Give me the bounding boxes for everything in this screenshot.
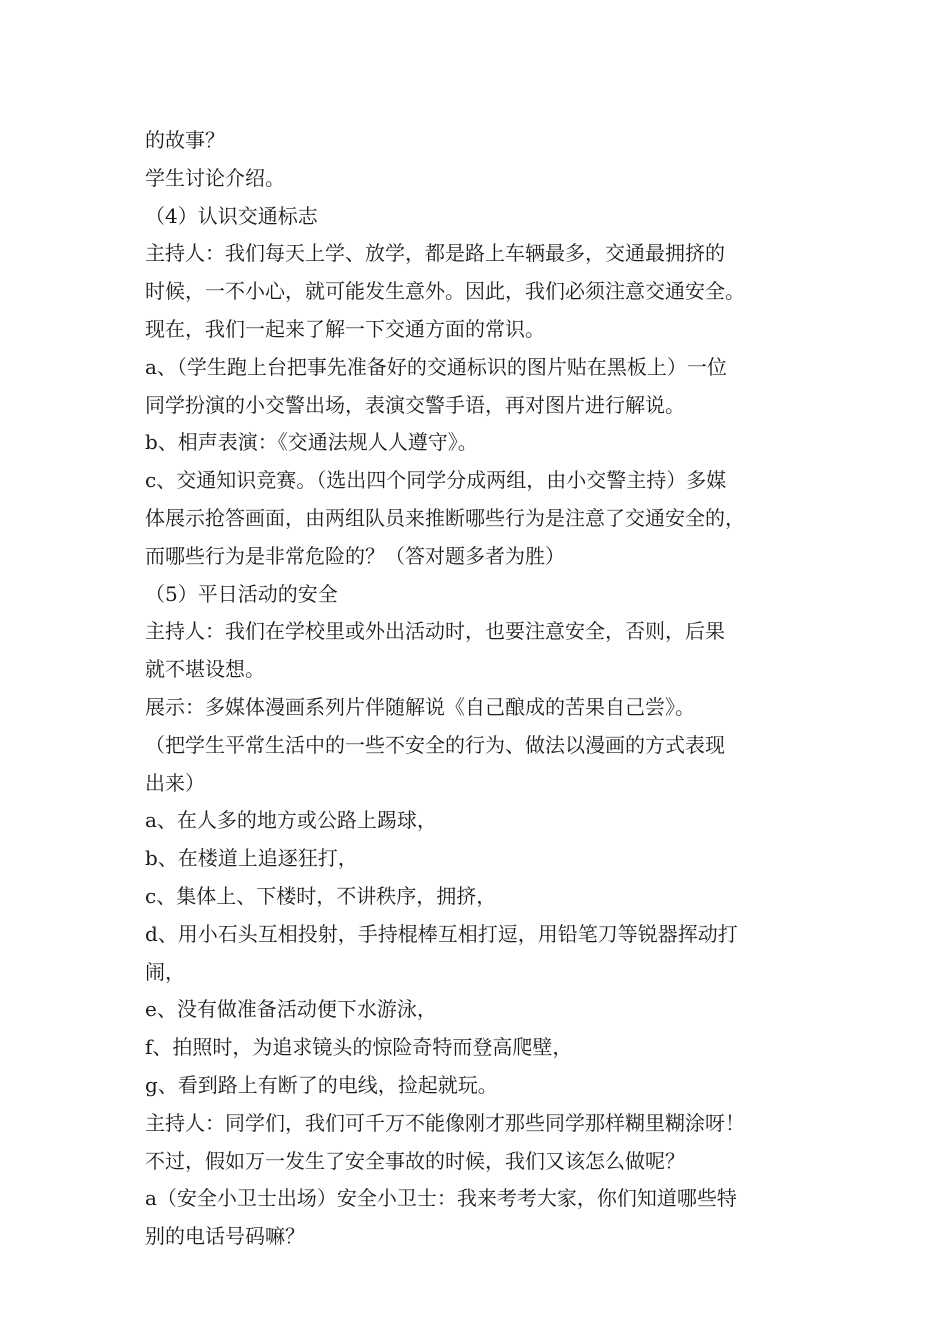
section-heading: （4）认识交通标志 (145, 203, 318, 228)
text-line: 出来） (145, 770, 205, 795)
text-line: 同学扮演的小交警出场，表演交警手语，再对图片进行解说。 (145, 392, 685, 417)
text-line: 主持人：我们在学校里或外出活动时，也要注意安全，否则，后果 (145, 619, 725, 644)
list-item: e、没有做准备活动便下水游泳， (145, 997, 437, 1022)
list-item: a、在人多的地方或公路上踢球， (145, 808, 437, 833)
text-line: a（安全小卫士出场）安全小卫士：我来考考大家，你们知道哪些特 (145, 1186, 737, 1211)
list-item: g、看到路上有断了的电线，捡起就玩。 (145, 1072, 498, 1097)
text-line: 就不堪设想。 (145, 657, 265, 682)
text-line: 的故事？ (145, 128, 225, 152)
text-line: a、（学生跑上台把事先准备好的交通标识的图片贴在黑板上）一位 (145, 354, 727, 379)
list-item: c、集体上、下楼时，不讲秩序，拥挤， (145, 883, 497, 908)
section-heading: （5）平日活动的安全 (145, 581, 338, 606)
text-line: （把学生平常生活中的一些不安全的行为、做法以漫画的方式表现 (145, 732, 725, 757)
text-line: 现在，我们一起来了解一下交通方面的常识。 (145, 316, 545, 341)
list-item: d、用小石头互相投射，手持棍棒互相打逗，用铅笔刀等锐器挥动打 (145, 921, 738, 946)
text-line: 主持人：同学们，我们可千万不能像刚才那些同学那样糊里糊涂呀！ (145, 1110, 745, 1135)
text-line: 展示：多媒体漫画系列片伴随解说《自己酿成的苦果自己尝》。 (145, 694, 695, 719)
text-line: 学生讨论介绍。 (145, 165, 285, 190)
list-item: 闹， (145, 959, 185, 984)
text-line: 体展示抢答画面，由两组队员来推断哪些行为是注意了交通安全的， (145, 505, 745, 530)
text-line: c、交通知识竞赛。（选出四个同学分成两组，由小交警主持）多媒 (145, 468, 727, 493)
list-item: b、在楼道上追逐狂打， (145, 846, 358, 871)
list-item: f、拍照时，为追求镜头的惊险奇特而登高爬壁， (145, 1035, 573, 1060)
text-line: 而哪些行为是非常危险的？（答对题多者为胜） (145, 543, 565, 568)
text-line: 时候，一不小心，就可能发生意外。因此，我们必须注意交通安全。 (145, 279, 745, 304)
text-line: 主持人：我们每天上学、放学，都是路上车辆最多，交通最拥挤的 (145, 241, 725, 266)
text-line: 不过，假如万一发生了安全事故的时候，我们又该怎么做呢？ (145, 1148, 685, 1173)
document-body (145, 122, 835, 1256)
text-line: b、相声表演：《交通法规人人遵守》。 (145, 430, 478, 455)
text-line: 别的电话号码嘛？ (145, 1224, 305, 1249)
